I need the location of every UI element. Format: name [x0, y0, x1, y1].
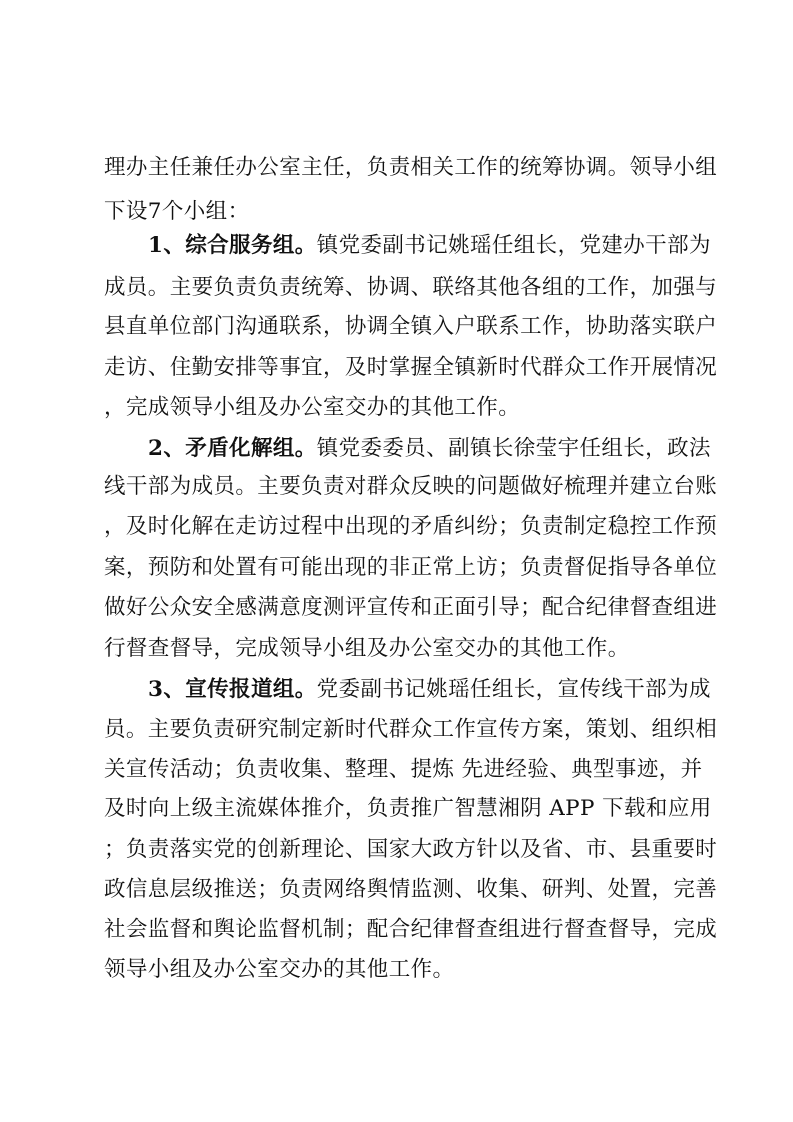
text-line — [104, 794, 712, 824]
text-line — [104, 472, 718, 502]
line-text: ；负责落实党的创新理论、国家大政方针以及省、市、县重要时 — [104, 837, 718, 862]
section-heading-publicity-report: 3、宣传报道组。 — [148, 677, 317, 702]
line-text: 行督查督导，完成领导小组及办公室交办的其他工作。 — [104, 636, 630, 661]
line-text: 及时向上级主流媒体推介，负责推广智慧湘阴 APP 下载和应用 — [104, 796, 712, 821]
line-text: 社会监督和舆论监督机制；配合纪律督查组进行督查督导，完成 — [104, 917, 718, 942]
line-text: ，及时化解在走访过程中出现的矛盾纠纷；负责制定稳控工作预 — [104, 514, 718, 539]
line-text: 领导小组及办公室交办的其他工作。 — [104, 957, 455, 982]
section-heading-line — [148, 675, 711, 705]
line-text: 政信息层级推送；负责网络舆情监测、收集、研判、处置，完善 — [104, 877, 718, 902]
line-text: 关宣传活动；负责收集、整理、提炼 先进经验、典型事迹，并 — [104, 757, 703, 782]
line-text: 县直单位部门沟通联系，协调全镇入户联系工作，协助落实联户 — [104, 314, 718, 339]
line-text: 镇党委委员、副镇长徐莹宇任组长，政法 — [316, 436, 711, 461]
text-line — [104, 955, 694, 985]
line-text: 党委副书记姚瑶任组长，宣传线干部为成 — [316, 677, 711, 702]
text-line — [104, 553, 718, 583]
section-heading-conflict-resolution: 2、矛盾化解组。 — [148, 436, 317, 461]
line-text: 线干部为成员。主要负责对群众反映的问题做好梳理并建立台账 — [104, 474, 718, 499]
section-heading-line — [148, 434, 711, 464]
line-text: 员。主要负责研究制定新时代群众工作宣传方案，策划、组织相 — [104, 717, 718, 742]
text-line — [104, 715, 718, 745]
section-heading-line — [148, 231, 711, 261]
text-line — [104, 312, 718, 342]
line-text: 做好公众安全感满意度测评宣传和正面引导；配合纪律督查组进 — [104, 595, 718, 620]
text-line — [104, 393, 694, 423]
text-line — [104, 593, 718, 623]
line-text: 成员。主要负责负责统筹、协调、联络其他各组的工作，加强与 — [104, 275, 718, 300]
line-text: 理办主任兼任办公室主任，负责相关工作的统筹协调。领导小组 — [104, 155, 718, 180]
line-text: 案，预防和处置有可能出现的非正常上访；负责督促指导各单位 — [104, 555, 718, 580]
text-line — [104, 835, 718, 865]
text-line — [104, 875, 718, 905]
text-line — [104, 634, 694, 664]
text-line — [104, 512, 718, 542]
line-text: 下设7个小组： — [104, 199, 250, 224]
line-text: 镇党委副书记姚瑶任组长，党建办干部为 — [316, 233, 711, 258]
section-heading-comprehensive-service: 1、综合服务组。 — [148, 233, 317, 258]
text-line — [104, 153, 718, 183]
line-text: 走访、住勤安排等事宜，及时掌握全镇新时代群众工作开展情况 — [104, 355, 718, 380]
text-line — [104, 197, 694, 227]
text-line — [104, 915, 718, 945]
text-line — [104, 755, 703, 785]
text-line — [104, 353, 718, 383]
text-line — [104, 273, 718, 303]
line-text: ，完成领导小组及办公室交办的其他工作。 — [104, 395, 521, 420]
